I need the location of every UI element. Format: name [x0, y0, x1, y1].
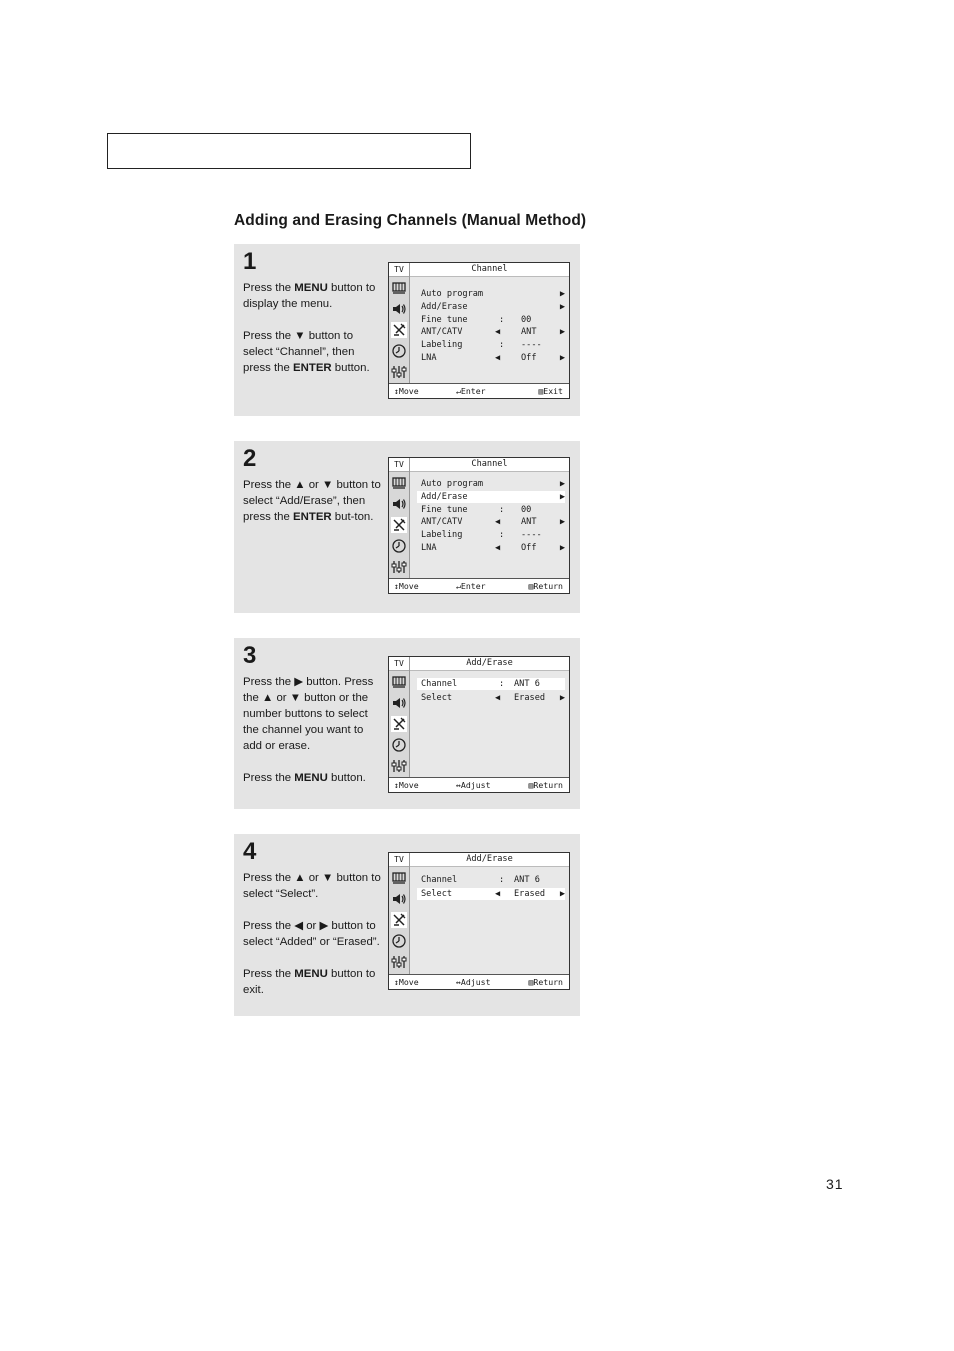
osd-row-separator: : [499, 679, 505, 689]
osd-row-label: ANT/CATV [421, 517, 463, 528]
time-clock-icon [391, 737, 407, 753]
button-name: ENTER [293, 511, 332, 523]
osd-icon-sidebar [389, 657, 410, 778]
osd-row-value: ---- [521, 340, 542, 351]
channel-antenna-icon [391, 912, 407, 928]
instruction-paragraph: Press the ▲ or ▼ button to select “Add/Erase”, then press the ENTER but-ton. [243, 479, 381, 523]
osd-row-value: 00 [521, 314, 532, 325]
osd-menu-title: Add/Erase [410, 657, 569, 671]
instruction-paragraph: Press the MENU button. [243, 772, 366, 784]
osd-footer-exit: ▥Return [528, 581, 563, 591]
step-panel-3 [234, 638, 580, 809]
osd-row-label: Auto program [421, 479, 484, 489]
step-instructions [243, 674, 383, 786]
right-arrow-icon: ▶ [559, 889, 565, 899]
osd-menu-title: Channel [410, 263, 569, 277]
osd-row-value: ANT 6 [514, 875, 540, 885]
osd-menu-row [417, 301, 565, 313]
osd-row-separator: : [499, 530, 505, 541]
instruction-paragraph: Press the ▼ button to select “Channel”, then press the ENTER button. [243, 330, 370, 374]
sound-icon [391, 496, 407, 512]
time-clock-icon [391, 538, 407, 554]
osd-footer-action: ↔Adjust [456, 780, 491, 790]
left-arrow-icon: ◀ [495, 327, 501, 338]
osd-footer-move: ↕Move [394, 386, 419, 396]
osd-icon-sidebar [389, 263, 410, 384]
osd-footer-exit: ▥Return [528, 977, 563, 987]
step-instructions [243, 280, 383, 376]
osd-row-label: Select [421, 889, 453, 899]
instruction-paragraph: Press the ◀ or ▶ button to select “Added” or “Erased”. [243, 920, 380, 948]
osd-row-value: Erased [514, 889, 546, 899]
osd-menu-row [417, 326, 565, 338]
channel-antenna-icon [391, 517, 407, 533]
osd-row-label: Labeling [421, 530, 463, 541]
step-instructions [243, 477, 383, 525]
setup-sliders-icon [391, 758, 407, 774]
step-panel-1 [234, 244, 580, 416]
tv-osd-screen [388, 656, 570, 793]
osd-row-label: Channel [421, 679, 458, 689]
osd-icon-sidebar [389, 853, 410, 975]
osd-tv-label: TV [389, 458, 409, 472]
osd-menu-title: Channel [410, 458, 569, 472]
osd-menu-row [417, 352, 565, 364]
right-arrow-icon: ▶ [559, 491, 565, 502]
setup-sliders-icon [391, 559, 407, 575]
osd-row-label: Fine tune [421, 504, 468, 515]
left-arrow-icon: ◀ [495, 889, 501, 899]
button-name: ENTER [293, 362, 332, 374]
osd-row-separator: : [499, 504, 505, 515]
osd-row-label: Labeling [421, 340, 463, 351]
osd-menu-row [417, 874, 565, 886]
sound-icon [391, 301, 407, 317]
button-name: MENU [294, 968, 328, 980]
right-arrow-icon: ▶ [559, 289, 565, 299]
osd-footer-move: ↕Move [394, 780, 419, 790]
osd-icon-sidebar [389, 458, 410, 579]
time-clock-icon [391, 343, 407, 359]
osd-row-separator: : [499, 314, 505, 325]
picture-icon [391, 870, 407, 886]
left-arrow-icon: ◀ [495, 693, 501, 703]
osd-row-value: Off [521, 543, 537, 553]
time-clock-icon [391, 933, 407, 949]
step-panel-4 [234, 834, 580, 1016]
instruction-paragraph: Press the ▲ or ▼ button to select “Select”. [243, 872, 381, 900]
step-number: 3 [243, 642, 257, 669]
osd-row-label: Auto program [421, 289, 484, 299]
osd-menu-row [417, 491, 565, 503]
osd-footer-bar [389, 383, 569, 398]
osd-row-label: ANT/CATV [421, 327, 463, 338]
osd-row-value: ANT [521, 327, 537, 338]
osd-row-label: Add/Erase [421, 491, 468, 502]
right-arrow-icon: ▶ [559, 693, 565, 703]
tv-osd-screen [388, 262, 570, 399]
osd-row-value: ANT 6 [514, 679, 540, 689]
instruction-paragraph: Press the ▶ button. Press the ▲ or ▼ button or the number buttons to select the channel you want to add or erase. [243, 676, 374, 752]
osd-menu-row [417, 678, 565, 690]
step-instructions [243, 870, 383, 998]
osd-footer-exit: ▥Exit [538, 386, 563, 396]
osd-row-value: Off [521, 353, 537, 363]
step-number: 2 [243, 445, 257, 472]
osd-menu-row [417, 888, 565, 900]
picture-icon [391, 674, 407, 690]
osd-row-value: ANT [521, 517, 537, 528]
picture-icon [391, 475, 407, 491]
right-arrow-icon: ▶ [559, 479, 565, 489]
osd-row-label: LNA [421, 543, 437, 553]
tv-osd-screen [388, 457, 570, 594]
page-number: 31 [826, 1176, 844, 1192]
osd-menu-row [417, 692, 565, 704]
step-number: 4 [243, 838, 257, 865]
osd-row-value: Erased [514, 693, 546, 703]
chapter-header-box [107, 133, 471, 169]
left-arrow-icon: ◀ [495, 543, 501, 553]
channel-antenna-icon [391, 716, 407, 732]
osd-tv-label: TV [389, 263, 409, 277]
osd-footer-bar [389, 974, 569, 989]
sound-icon [391, 891, 407, 907]
osd-row-label: Add/Erase [421, 301, 468, 312]
osd-footer-exit: ▥Return [528, 780, 563, 790]
picture-icon [391, 280, 407, 296]
section-title: Adding and Erasing Channels (Manual Method) [234, 212, 587, 229]
left-arrow-icon: ◀ [495, 517, 501, 528]
osd-footer-bar [389, 777, 569, 792]
right-arrow-icon: ▶ [559, 543, 565, 553]
osd-tv-label: TV [389, 657, 409, 671]
button-name: MENU [294, 772, 328, 784]
osd-menu-row [417, 516, 565, 528]
right-arrow-icon: ▶ [559, 327, 565, 338]
osd-menu-row [417, 288, 565, 300]
instruction-paragraph: Press the MENU button to display the menu. [243, 282, 376, 310]
osd-row-label: LNA [421, 353, 437, 363]
osd-row-label: Fine tune [421, 314, 468, 325]
osd-menu-row [417, 314, 565, 326]
osd-footer-bar [389, 578, 569, 593]
button-name: MENU [294, 282, 328, 294]
osd-menu-row [417, 339, 565, 351]
osd-footer-move: ↕Move [394, 977, 419, 987]
osd-tv-label: TV [389, 853, 409, 867]
setup-sliders-icon [391, 954, 407, 970]
step-panel-2 [234, 441, 580, 613]
osd-row-separator: : [499, 340, 505, 351]
channel-antenna-icon [391, 322, 407, 338]
right-arrow-icon: ▶ [559, 517, 565, 528]
step-number: 1 [243, 248, 257, 275]
osd-footer-move: ↕Move [394, 581, 419, 591]
tv-osd-screen [388, 852, 570, 990]
left-arrow-icon: ◀ [495, 353, 501, 363]
osd-menu-row [417, 529, 565, 541]
osd-footer-action: ↵Enter [456, 581, 486, 591]
right-arrow-icon: ▶ [559, 301, 565, 312]
osd-row-value: 00 [521, 504, 532, 515]
osd-row-label: Select [421, 693, 453, 703]
osd-row-separator: : [499, 875, 505, 885]
osd-row-label: Channel [421, 875, 458, 885]
osd-menu-title: Add/Erase [410, 853, 569, 867]
setup-sliders-icon [391, 364, 407, 380]
osd-menu-row [417, 504, 565, 516]
osd-footer-action: ↵Enter [456, 386, 486, 396]
osd-menu-row [417, 478, 565, 490]
sound-icon [391, 695, 407, 711]
right-arrow-icon: ▶ [559, 353, 565, 363]
osd-menu-row [417, 542, 565, 554]
osd-row-value: ---- [521, 530, 542, 541]
instruction-paragraph: Press the MENU button to exit. [243, 968, 376, 996]
osd-footer-action: ↔Adjust [456, 977, 491, 987]
